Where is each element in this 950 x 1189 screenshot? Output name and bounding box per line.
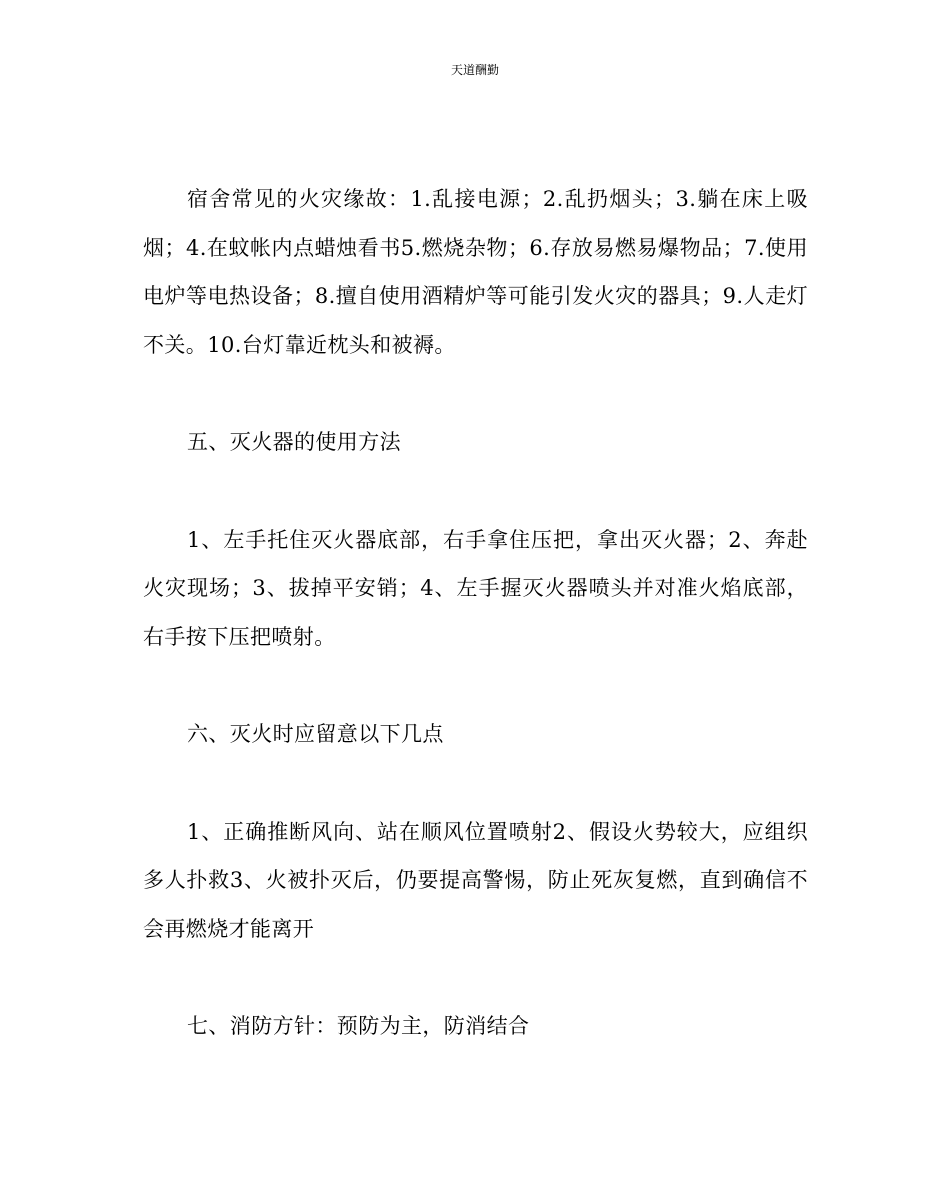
- page-header: 天道酬勤: [450, 63, 499, 77]
- paragraph-firefighting-notes: 1、正确推断风向、站在顺风位置喷射2、假设火势较大，应组织多人扑救3、火被扑灭后，仍要提高警惕，防止死灰复燃，直到确信不会再燃烧才能离开: [143, 819, 808, 941]
- paragraph-spacer: [143, 467, 808, 516]
- paragraph-spacer: [143, 661, 808, 710]
- paragraph-extinguisher-steps: 1、左手托住灭火器底部，右手拿住压把，拿出灭火器；2、奔赴火灾现场；3、拔掉平安销；4、左手握灭火器喷头并对准火焰底部，右手按下压把喷射。: [143, 527, 808, 649]
- paragraph-spacer: [143, 369, 808, 418]
- paragraph-dorm-fire-causes: 宿舍常见的火灾缘故：1.乱接电源；2.乱扔烟头；3.躺在床上吸烟；4.在蚊帐内点蜡烛看书5.燃烧杂物；6.存放易燃易爆物品；7.使用电炉等电热设备；8.擅自使用酒精炉等可能引发火灾的器具；9.人走灯不关。10.台灯靠近枕头和被褥。: [143, 187, 808, 357]
- heading-fire-policy: 七、消防方针：预防为主，防消结合: [187, 1014, 530, 1038]
- document-body: [143, 175, 808, 1051]
- paragraph-spacer: [143, 953, 808, 1002]
- paragraph-spacer: [143, 759, 808, 808]
- heading-extinguisher-usage: 五、灭火器的使用方法: [187, 430, 401, 454]
- heading-firefighting-notes: 六、灭火时应留意以下几点: [187, 722, 444, 746]
